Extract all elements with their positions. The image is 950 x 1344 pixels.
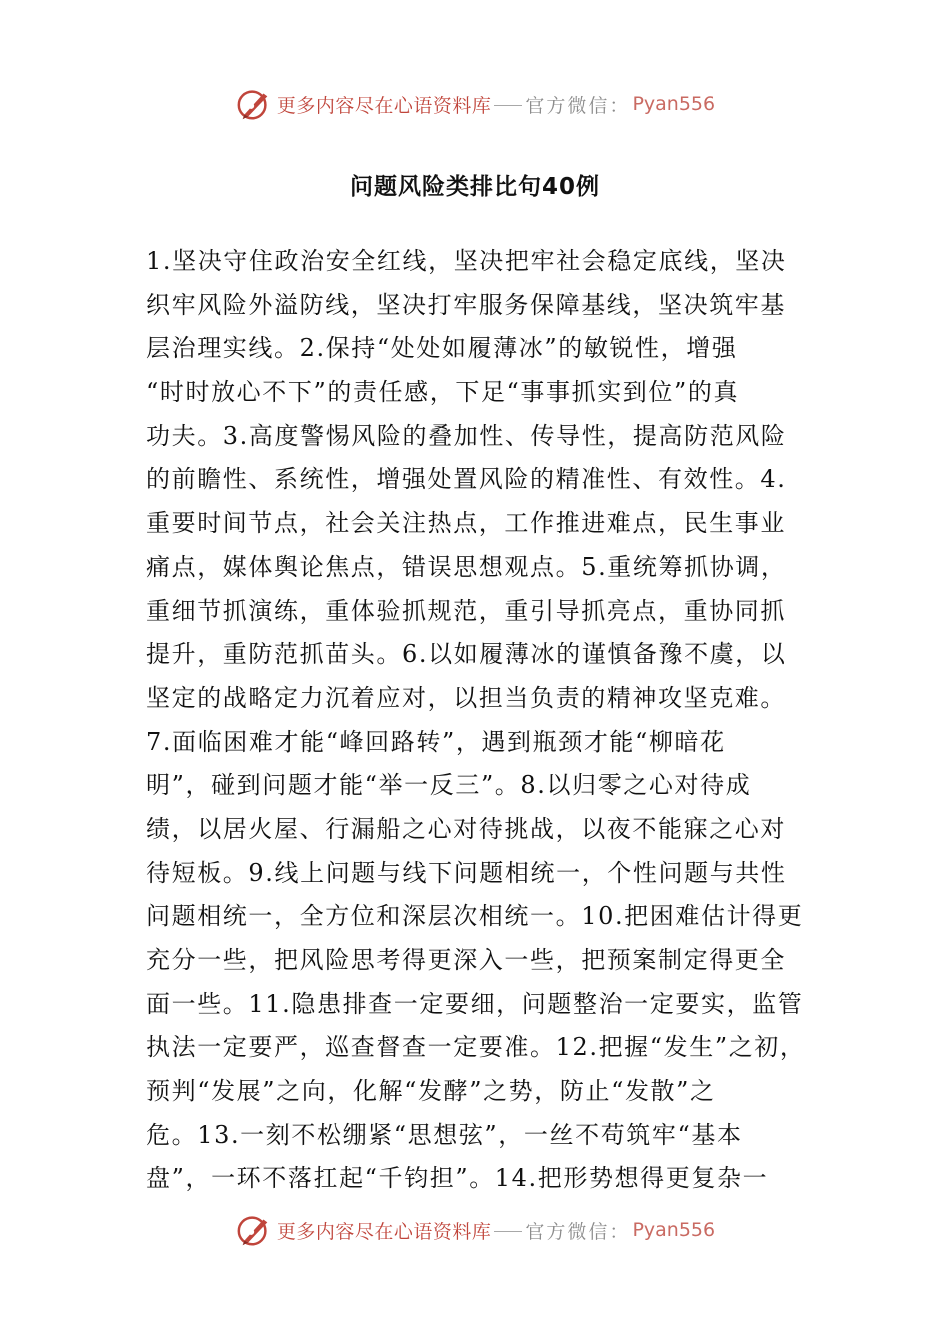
body-text-line: 的前瞻性、系统性，增强处置风险的精准性、有效性。4. xyxy=(146,465,787,494)
pen-circle-logo-icon xyxy=(235,85,273,123)
pen-circle-logo-icon xyxy=(235,1211,273,1249)
body-text-line: 问题相统一，全方位和深层次相统一。10.把困难估计得更 xyxy=(146,902,804,931)
body-text-line: “时时放心不下”的责任感，下足“事事抓实到位”的真 xyxy=(146,378,740,407)
footer-banner-right-text: 官方微信： xyxy=(525,1220,631,1243)
body-text-line: 待短板。9.线上问题与线下问题相统一，个性问题与共性 xyxy=(146,858,787,887)
header-watermark-banner xyxy=(0,82,950,126)
footer-banner-dash xyxy=(494,1231,522,1232)
body-text-line: 功夫。3.高度警惕风险的叠加性、传导性，提高防范风险 xyxy=(146,421,787,450)
header-banner-dash xyxy=(494,105,522,106)
body-text-line: 层治理实线。2.保持“处处如履薄冰”的敏锐性，增强 xyxy=(146,334,738,363)
body-text-line: 织牢风险外溢防线，坚决打牢服务保障基线，坚决筑牢基 xyxy=(146,290,786,319)
body-text-line: 执法一定要严，巡查督查一定要准。12.把握“发生”之初， xyxy=(146,1033,806,1062)
body-text-line: 盘”，一环不落扛起“千钧担”。14.把形势想得更复杂一 xyxy=(146,1164,769,1193)
body-text-line: 重要时间节点，社会关注热点，工作推进难点，民生事业 xyxy=(146,509,786,538)
body-text-line: 重细节抓演练，重体验抓规范，重引导抓亮点，重协同抓 xyxy=(146,596,786,625)
body-text-line: 提升，重防范抓苗头。6.以如履薄冰的谨慎备豫不虞，以 xyxy=(146,640,787,669)
footer-banner-wechat-id: Pyan556 xyxy=(632,1219,716,1241)
body-text-line: 明”，碰到问题才能“举一反三”。8.以归零之心对待成 xyxy=(146,771,752,800)
footer-watermark-banner xyxy=(0,1208,950,1252)
header-banner-wechat-id: Pyan556 xyxy=(632,93,716,115)
header-banner-right-text: 官方微信： xyxy=(525,94,631,117)
body-text-line: 危。13.一刻不松绷紧“思想弦”，一丝不苟筑牢“基本 xyxy=(146,1120,743,1149)
body-text-line: 坚定的战略定力沉着应对，以担当负责的精神攻坚克难。 xyxy=(146,683,786,712)
body-text-line: 痛点，媒体舆论焦点，错误思想观点。5.重统筹抓协调， xyxy=(146,552,787,581)
body-text-line: 绩，以居火屋、行漏船之心对待挑战，以夜不能寐之心对 xyxy=(146,814,786,843)
document-body xyxy=(146,240,810,1201)
body-text-line: 1.坚决守住政治安全红线，坚决把牢社会稳定底线，坚决 xyxy=(146,247,787,275)
body-text-line: 面一些。11.隐患排查一定要细，问题整治一定要实，监管 xyxy=(146,989,804,1018)
header-banner-left-text: 更多内容尽在心语资料库 xyxy=(276,94,492,117)
body-text-line: 预判“发展”之向，化解“发酵”之势，防止“发散”之 xyxy=(146,1077,716,1106)
body-text-line: 7.面临困难才能“峰回路转”，遇到瓶颈才能“柳暗花 xyxy=(146,727,726,756)
document-title: 问题风险类排比句40例 xyxy=(349,174,600,200)
footer-banner-left-text: 更多内容尽在心语资料库 xyxy=(276,1220,492,1243)
body-text-line: 充分一些，把风险思考得更深入一些，把预案制定得更全 xyxy=(146,946,786,974)
